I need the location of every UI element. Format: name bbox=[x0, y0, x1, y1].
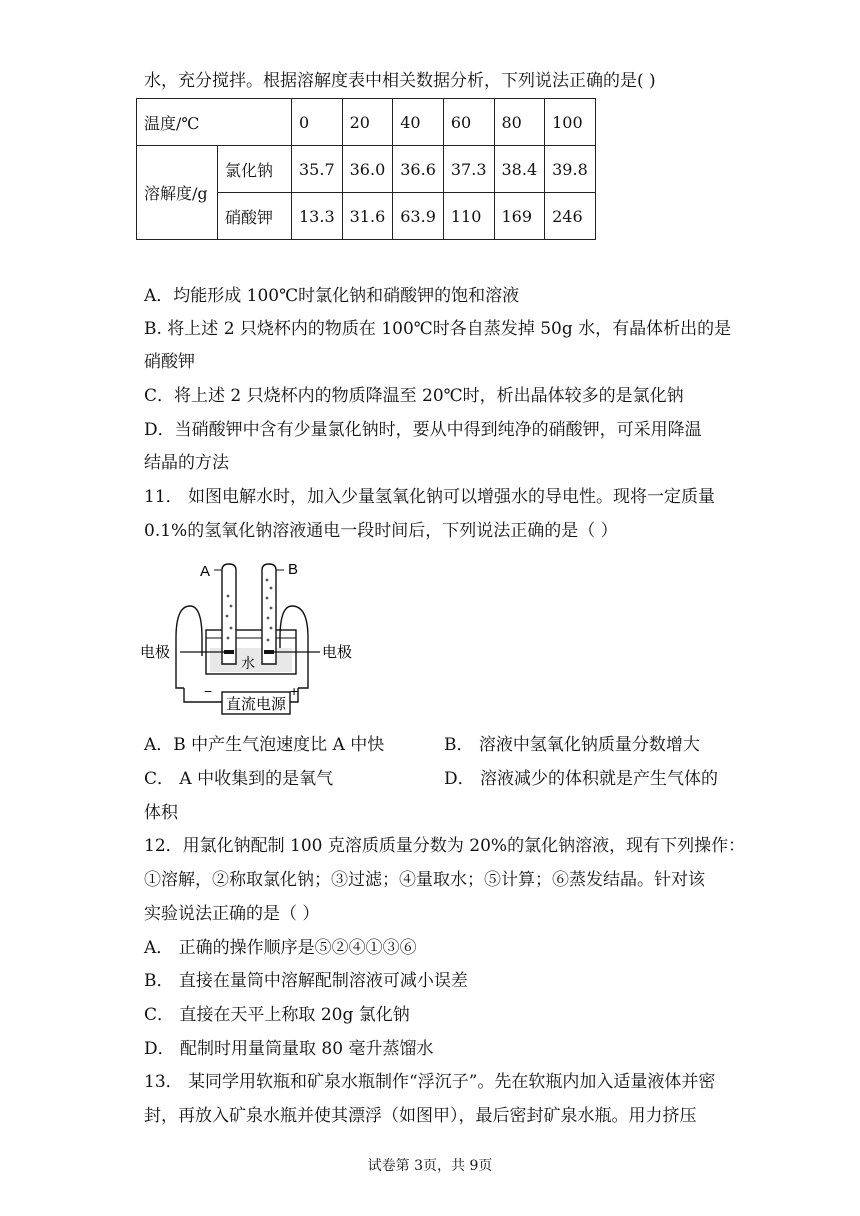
q11-option-d: D． 溶液减少的体积就是产生气体的 bbox=[444, 769, 719, 789]
q10-option-d-cont: 结晶的方法 bbox=[144, 453, 229, 473]
q12-option-d: D． 配制时用量筒量取 80 毫升蒸馏水 bbox=[144, 1039, 434, 1059]
q10-option-b-cont: 硝酸钾 bbox=[144, 352, 195, 372]
solubility-table bbox=[136, 98, 596, 240]
q12-stem-cont: 实验说法正确的是（ ） bbox=[144, 904, 320, 924]
table-cell: 13.3 bbox=[292, 193, 343, 240]
table-cell: 169 bbox=[494, 193, 545, 240]
table-header-solubility: 溶解度/g bbox=[137, 146, 218, 240]
table-cell: 110 bbox=[443, 193, 494, 240]
q11-option-c: C． A 中收集到的是氧气 bbox=[144, 769, 334, 789]
table-cell: 硝酸钾 bbox=[218, 193, 292, 240]
table-cell: 40 bbox=[393, 99, 444, 146]
q12-stem-cont: ①溶解，②称取氯化钠；③过滤；④量取水；⑤计算；⑥蒸发结晶。针对该 bbox=[144, 870, 705, 890]
table-cell: 36.0 bbox=[342, 146, 393, 193]
electrode-b bbox=[264, 650, 274, 654]
label-a: A bbox=[200, 563, 211, 580]
q11-option-a: A．B 中产生气泡速度比 A 中快 bbox=[144, 735, 385, 755]
q11-option-b: B． 溶液中氢氧化钠质量分数增大 bbox=[444, 735, 700, 755]
table-cell: 80 bbox=[494, 99, 545, 146]
table-cell: 36.6 bbox=[393, 146, 444, 193]
electrolysis-diagram bbox=[140, 556, 370, 722]
electrode-left-label: 电极 bbox=[140, 644, 171, 661]
q10-option-c: C．将上述 2 只烧杯内的物质降温至 20℃时，析出晶体较多的是氯化钠 bbox=[144, 386, 684, 406]
table-cell: 31.6 bbox=[342, 193, 393, 240]
q11-stem-cont: 0.1%的氢氧化钠溶液通电一段时间后，下列说法正确的是（ ） bbox=[144, 521, 618, 541]
table-cell: 246 bbox=[545, 193, 596, 240]
table-cell: 37.3 bbox=[443, 146, 494, 193]
wire-left bbox=[176, 606, 202, 688]
table-cell: 63.9 bbox=[393, 193, 444, 240]
wire-right bbox=[280, 606, 308, 688]
q11-option-d-cont: 体积 bbox=[144, 803, 178, 823]
q10-option-b: B. 将上述 2 只烧杯内的物质在 100℃时各自蒸发掉 50g 水，有晶体析出的是 bbox=[144, 319, 732, 339]
q12-option-c: C． 直接在天平上称取 20g 氯化钠 bbox=[144, 1005, 410, 1025]
page-footer: 试卷第 3页，共 9页 bbox=[367, 1158, 493, 1174]
water-label: 水 bbox=[241, 655, 255, 671]
table-cell: 39.8 bbox=[545, 146, 596, 193]
table-cell: 35.7 bbox=[292, 146, 343, 193]
minus-sign: − bbox=[204, 683, 213, 699]
electrode-a bbox=[224, 650, 234, 654]
q12-option-a: A． 正确的操作顺序是⑤②④①③⑥ bbox=[144, 938, 417, 958]
table-cell: 氯化钠 bbox=[218, 146, 292, 193]
table-cell: 0 bbox=[292, 99, 343, 146]
q13-stem: 13． 某同学用软瓶和矿泉水瓶制作“浮沉子”。先在软瓶内加入适量液体并密 bbox=[144, 1072, 716, 1092]
q13-stem-cont: 封，再放入矿泉水瓶并使其漂浮（如图甲），最后密封矿泉水瓶。用力挤压 bbox=[144, 1106, 697, 1126]
table-row bbox=[137, 146, 596, 193]
q12-option-b: B． 直接在量筒中溶解配制溶液可减小误差 bbox=[144, 971, 468, 991]
table-row bbox=[137, 99, 596, 146]
question-10-intro: 水，充分搅拌。根据溶解度表中相关数据分析，下列说法正确的是( ) bbox=[144, 71, 656, 91]
q11-stem: 11． 如图电解水时，加入少量氢氧化钠可以增强水的导电性。现将一定质量 bbox=[144, 487, 716, 507]
tube-a bbox=[222, 564, 236, 664]
q10-option-a: A．均能形成 100℃时氯化钠和硝酸钾的饱和溶液 bbox=[144, 286, 520, 306]
q12-stem: 12．用氯化钠配制 100 克溶质质量分数为 20%的氯化钠溶液，现有下列操作： bbox=[144, 836, 746, 856]
label-b: B bbox=[288, 561, 299, 578]
table-cell: 60 bbox=[443, 99, 494, 146]
table-cell: 20 bbox=[342, 99, 393, 146]
power-supply-label: 直流电源 bbox=[226, 696, 287, 713]
electrode-right-label: 电极 bbox=[322, 644, 353, 661]
tube-b bbox=[262, 564, 276, 664]
table-header-temp: 温度/℃ bbox=[137, 99, 292, 146]
q10-option-d: D．当硝酸钾中含有少量氯化钠时，要从中得到纯净的硝酸钾，可采用降温 bbox=[144, 420, 702, 440]
table-cell: 38.4 bbox=[494, 146, 545, 193]
table-cell: 100 bbox=[545, 99, 596, 146]
plus-sign: + bbox=[290, 683, 299, 699]
